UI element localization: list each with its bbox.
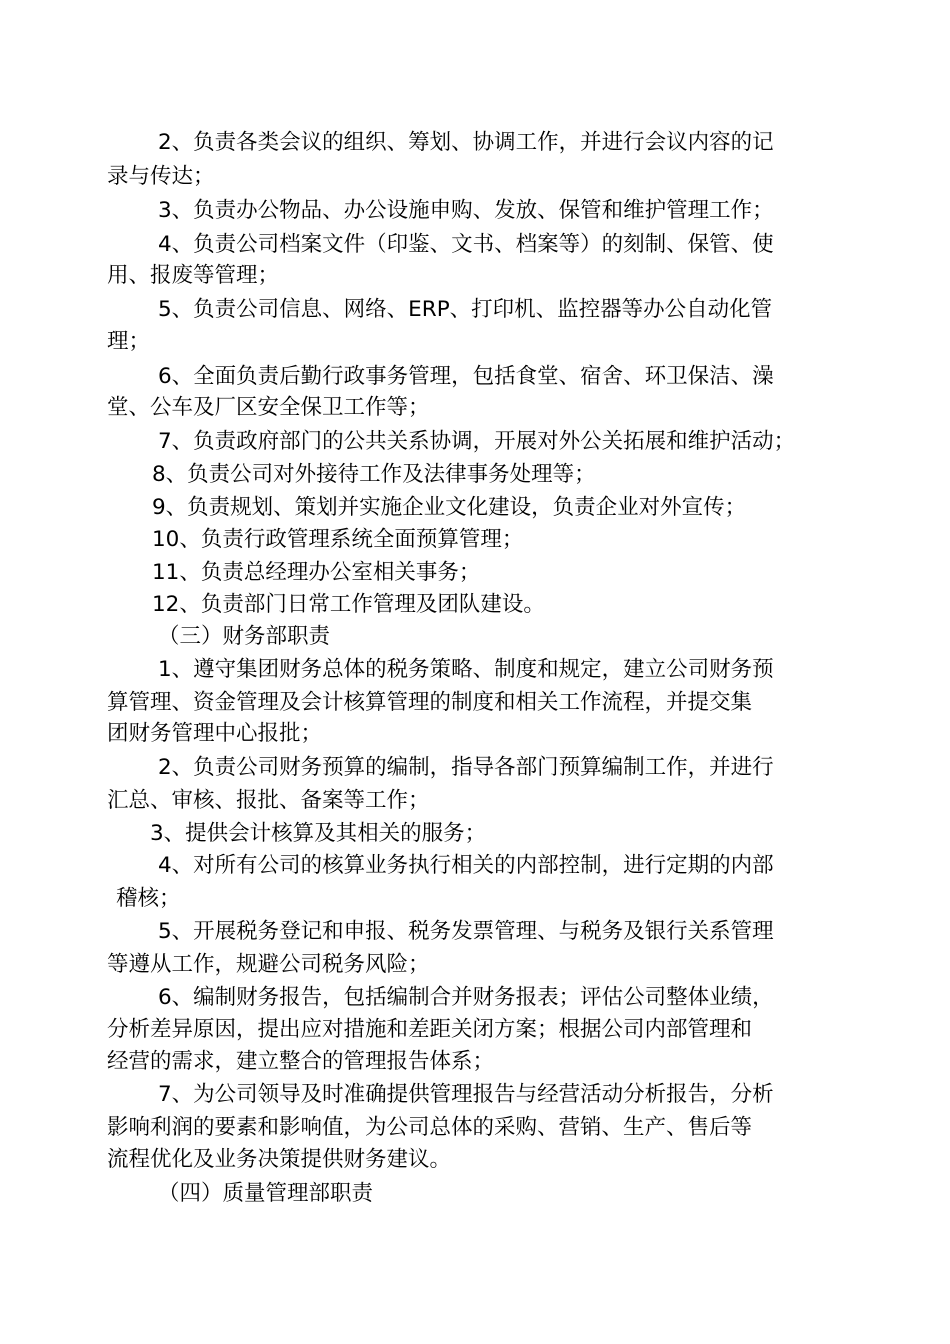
finance-duty-4-line-1: 4、对所有公司的核算业务执行相关的内部控制，进行定期的内部 bbox=[158, 853, 774, 878]
admin-duty-5-line-2: 理； bbox=[107, 329, 151, 354]
finance-duty-2-line-2: 汇总、审核、报批、备案等工作； bbox=[107, 788, 430, 813]
finance-duty-7-line-3: 流程优化及业务决策提供财务建议。 bbox=[107, 1147, 452, 1172]
finance-duty-4-line-2: 稽核； bbox=[116, 886, 181, 911]
admin-duty-6-line-1: 6、全面负责后勤行政事务管理，包括食堂、宿舍、环卫保洁、澡 bbox=[158, 364, 774, 389]
finance-duty-5-line-2: 等遵从工作，规避公司税务风险； bbox=[107, 952, 430, 977]
admin-duty-10: 10、负责行政管理系统全面预算管理； bbox=[152, 527, 524, 552]
admin-duty-8: 8、负责公司对外接待工作及法律事务处理等； bbox=[152, 462, 596, 487]
admin-duty-6-line-2: 堂、公车及厂区安全保卫工作等； bbox=[107, 395, 430, 420]
finance-duty-6-line-3: 经营的需求，建立整合的管理报告体系； bbox=[107, 1049, 495, 1074]
finance-duty-5-line-1: 5、开展税务登记和申报、税务发票管理、与税务及银行关系管理 bbox=[158, 919, 774, 944]
admin-duty-5-line-1: 5、负责公司信息、网络、ERP、打印机、监控器等办公自动化管 bbox=[158, 297, 773, 322]
finance-duty-6-line-2: 分析差异原因，提出应对措施和差距关闭方案；根据公司内部管理和 bbox=[107, 1017, 753, 1042]
admin-duty-9: 9、负责规划、策划并实施企业文化建设，负责企业对外宣传； bbox=[152, 495, 747, 520]
admin-duty-7: 7、负责政府部门的公共关系协调，开展对外公关拓展和维护活动； bbox=[158, 429, 796, 454]
admin-duty-11: 11、负责总经理办公室相关事务； bbox=[152, 560, 481, 585]
admin-duty-4-line-1: 4、负责公司档案文件（印鉴、文书、档案等）的刻制、保管、使 bbox=[158, 232, 774, 257]
finance-duty-1-line-3: 团财务管理中心报批； bbox=[107, 721, 323, 746]
admin-duty-3: 3、负责办公物品、办公设施申购、发放、保管和维护管理工作； bbox=[158, 198, 774, 223]
finance-duty-7-line-2: 影响利润的要素和影响值，为公司总体的采购、营销、生产、售后等 bbox=[107, 1115, 753, 1140]
admin-duty-2-line-2: 录与传达； bbox=[107, 164, 215, 189]
finance-duty-3: 3、提供会计核算及其相关的服务； bbox=[150, 821, 487, 846]
finance-duty-6-line-1: 6、编制财务报告，包括编制合并财务报表；评估公司整体业绩， bbox=[158, 985, 774, 1010]
admin-duty-2-line-1: 2、负责各类会议的组织、筹划、协调工作，并进行会议内容的记 bbox=[158, 130, 774, 155]
admin-duty-12: 12、负责部门日常工作管理及团队建设。 bbox=[152, 592, 545, 617]
finance-section-heading: （三）财务部职责 bbox=[158, 624, 331, 649]
finance-duty-7-line-1: 7、为公司领导及时准确提供管理报告与经营活动分析报告，分析 bbox=[158, 1082, 774, 1107]
admin-duty-4-line-2: 用、报废等管理； bbox=[107, 263, 280, 288]
finance-duty-1-line-1: 1、遵守集团财务总体的税务策略、制度和规定，建立公司财务预 bbox=[158, 657, 774, 682]
finance-duty-2-line-1: 2、负责公司财务预算的编制，指导各部门预算编制工作，并进行 bbox=[158, 755, 774, 780]
quality-section-heading: （四）质量管理部职责 bbox=[158, 1181, 374, 1206]
finance-duty-1-line-2: 算管理、资金管理及会计核算管理的制度和相关工作流程，并提交集 bbox=[107, 690, 753, 715]
